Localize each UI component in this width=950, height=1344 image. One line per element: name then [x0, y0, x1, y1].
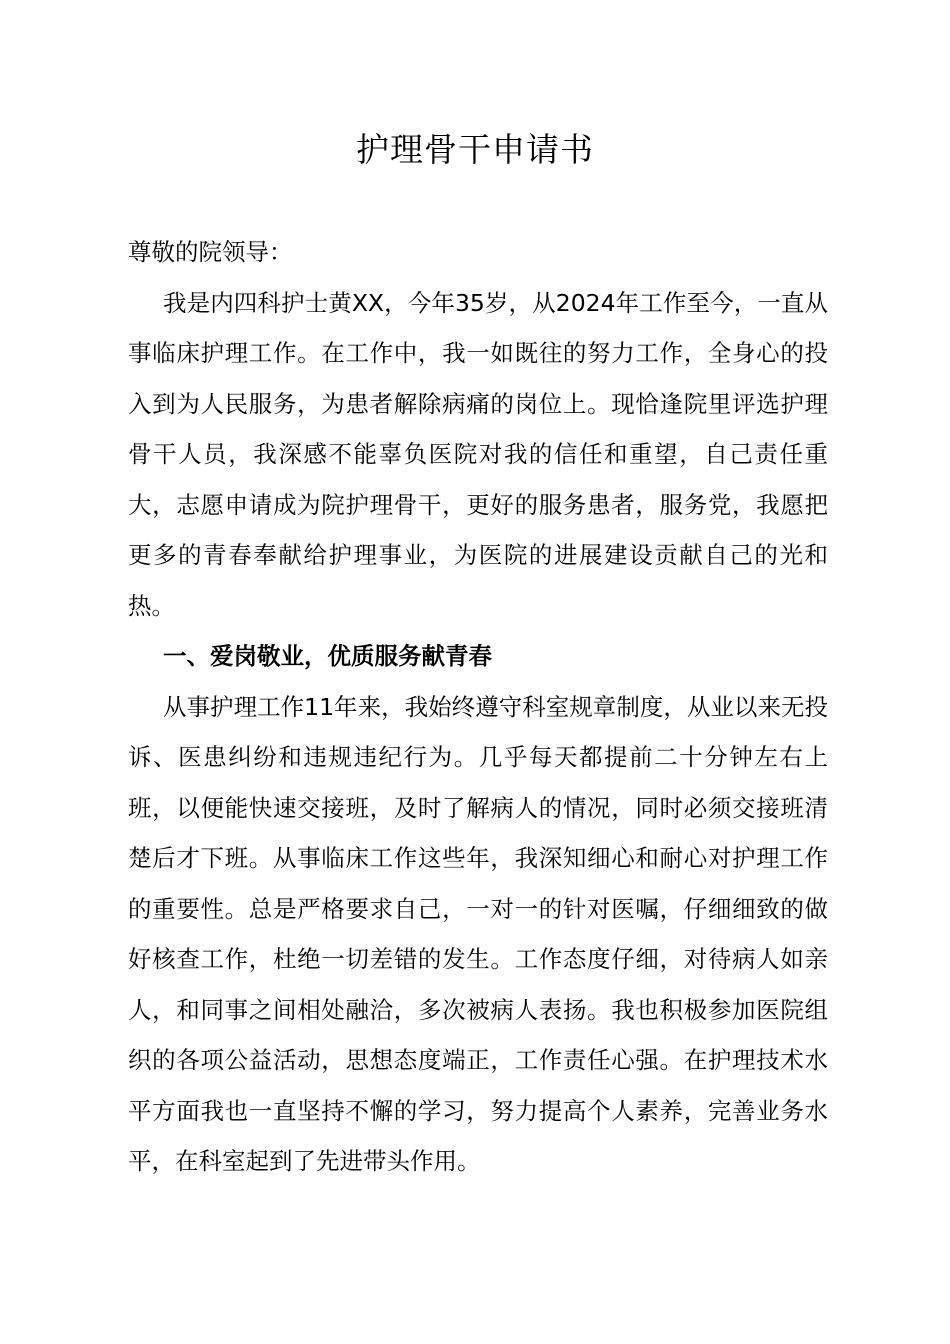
section-heading: 一、爱岗敬业，优质服务献青春 [163, 642, 492, 670]
intro-paragraph: 我是内四科护士黄XX，今年35岁，从2024年工作至今，一直从事临床护理工作。在工作中，我一如既往的努力工作，全身心的投入到为人民服务，为患者解除病痛的岗位上。现恰逢院里评选护理骨干人员，我深感不能辜负医院对我的信任和重望，自己责任重大，志愿申请成为院护理骨干，更好的服务患者，服务党，我愿把更多的青春奉献给护理事业，为医院的进展建设贡献自己的光和热。 [128, 288, 828, 620]
section-paragraph: 从事护理工作11年来，我始终遵守科室规章制度，从业以来无投诉、医患纠纷和违规违纪行为。几乎每天都提前二十分钟左右上班，以便能快速交接班，及时了解病人的情况，同时必须交接班清楚后才下班。从事临床工作这些年，我深知细心和耐心对护理工作的重要性。总是严格要求自己，一对一的针对医嘱，仔细细致的做好核查工作，杜绝一切差错的发生。工作态度仔细，对待病人如亲人，和同事之间相处融洽，多次被病人表扬。我也积极参加医院组织的各项公益活动，思想态度端正，工作责任心强。在护理技术水平方面我也一直坚持不懈的学习，努力提高个人素养，完善业务水平，在科室起到了先进带头作用。 [128, 692, 828, 1175]
salutation: 尊敬的院领导： [128, 238, 293, 266]
document-body [128, 227, 828, 1187]
document-title: 护理骨干申请书 [356, 130, 594, 169]
